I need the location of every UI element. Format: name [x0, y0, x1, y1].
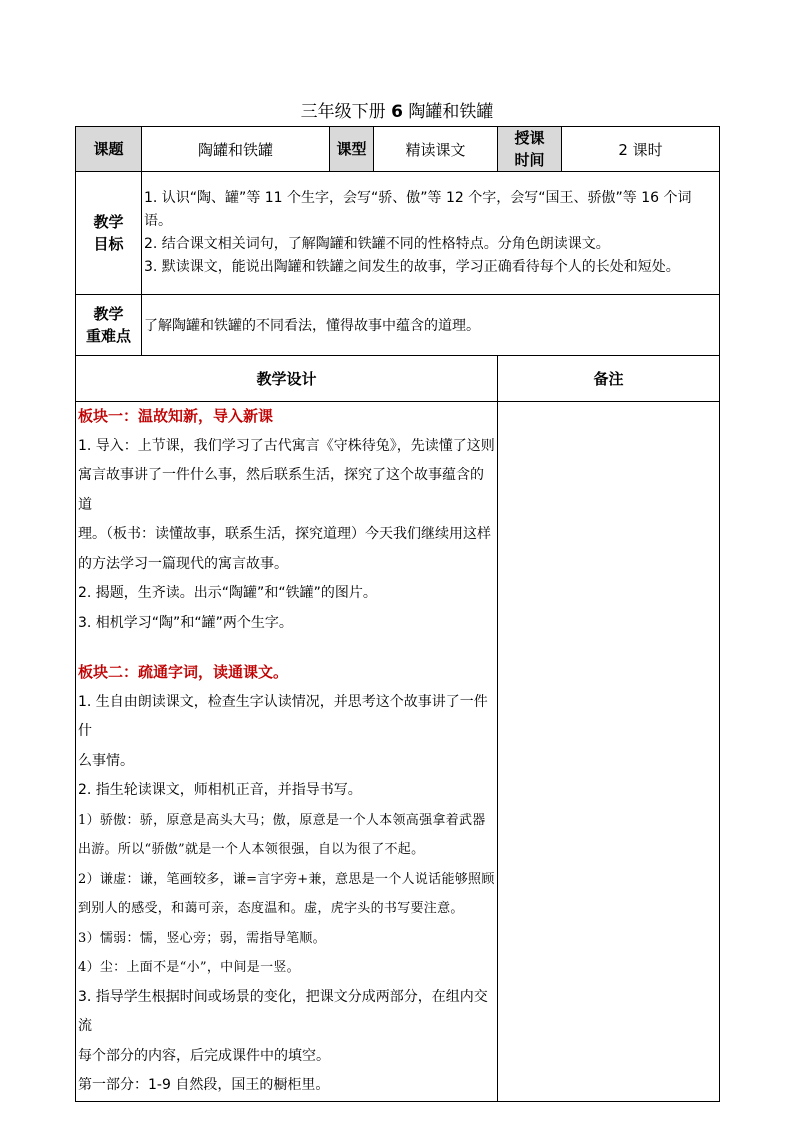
objective-item: 1. 认识“陶、罐”等 11 个生字，会写“骄、傲”等 12 个字，会写“国王、骄傲”等 16 个词语。 — [144, 190, 692, 229]
section-title: 板块二：疏通字词，读通课文。 — [78, 663, 289, 681]
design-line: 么事情。 — [78, 752, 134, 769]
design-line: 理。（板书：读懂故事，联系生活，探究道理）今天我们继续用这样 — [78, 526, 491, 542]
objectives-row — [76, 172, 720, 295]
vocab-line: 1）骄傲：骄，原意是高头大马；傲，原意是一个人本领高强拿着武器 — [78, 812, 486, 828]
hours-label-line1: 授课 — [514, 129, 545, 147]
vocab-line: 到别人的感受，和蔼可亲，态度温和。虚，虎字头的书写要注意。 — [78, 901, 464, 916]
lesson-plan-table — [75, 126, 720, 1102]
key-points-row — [76, 295, 720, 356]
notes-content — [498, 402, 720, 1102]
section-title: 板块一：温故知新，导入新课 — [78, 407, 274, 425]
key-points-label — [76, 295, 142, 356]
objectives-label — [76, 172, 142, 295]
design-line: 2. 揭题，生齐读。出示“陶罐”和“铁罐”的图片。 — [78, 585, 377, 601]
hours-label-line2: 时间 — [514, 151, 545, 169]
objectives-content — [142, 172, 720, 295]
notes-header: 备注 — [498, 356, 720, 402]
key-points-text: 了解陶罐和铁罐的不同看法，懂得故事中蕴含的道理。 — [142, 295, 720, 356]
design-line: 每个部分的内容，后完成课件中的填空。 — [78, 1047, 330, 1064]
objective-item: 2. 结合课文相关词句，了解陶罐和铁罐不同的性格特点。分角色朗读课文。 — [144, 236, 610, 252]
spacer — [78, 638, 495, 658]
type-label: 课型 — [330, 127, 374, 172]
vocab-line: 3）懦弱：懦，竖心旁；弱，需指导笔顺。 — [78, 930, 326, 946]
vocab-line: 出游。所以“骄傲”就是一个人本领很强，自以为很了不起。 — [78, 842, 425, 857]
objectives-label-line2: 目标 — [93, 235, 124, 253]
vocab-line: 4）尘：上面不是“小”，中间是一竖。 — [78, 960, 300, 975]
design-header-row — [76, 356, 720, 402]
key-points-label-line1: 教学 — [93, 305, 124, 323]
topic-label: 课题 — [76, 127, 142, 172]
objectives-label-line1: 教学 — [93, 213, 124, 231]
topic-value: 陶罐和铁罐 — [142, 127, 330, 172]
type-value: 精读课文 — [374, 127, 498, 172]
design-line: 1. 生自由朗读课文，检查生字认读情况，并思考这个故事讲了一件什 — [78, 693, 488, 739]
design-line: 2. 指生轮读课文，师相机正音，并指导书写。 — [78, 782, 362, 798]
design-line: 3. 相机学习“陶”和“罐”两个生字。 — [78, 614, 293, 631]
title-grade: 三年级下册 — [300, 102, 386, 122]
design-line: 1. 导入：上节课，我们学习了古代寓言《守株待兔》，先读懂了这则 — [78, 437, 495, 454]
hours-value: 2 课时 — [562, 127, 720, 172]
title-lesson-number: 6 — [391, 102, 403, 122]
key-points-label-line2: 重难点 — [85, 327, 131, 345]
hours-label — [498, 127, 562, 172]
design-row — [76, 402, 720, 1102]
design-line: 3. 指导学生根据时间或场景的变化，把课文分成两部分，在组内交流 — [78, 988, 488, 1034]
design-content — [76, 402, 498, 1102]
vocab-line: 2）谦虚：谦，笔画较多，谦=言字旁+兼，意思是一个人说话能够照顾 — [78, 871, 495, 887]
design-header: 教学设计 — [76, 356, 498, 402]
design-line: 第一部分：1-9 自然段，国王的橱柜里。 — [78, 1077, 330, 1093]
objective-item: 3. 默读课文，能说出陶罐和铁罐之间发生的故事，学习正确看待每个人的长处和短处。 — [144, 259, 680, 275]
design-line: 的方法学习一篇现代的寓言故事。 — [78, 555, 288, 572]
title-lesson-name: 陶罐和铁罐 — [408, 102, 494, 122]
design-line: 寓言故事讲了一件什么事，然后联系生活，探究了这个故事蕴含的道 — [78, 467, 484, 513]
info-row — [76, 127, 720, 172]
document-title — [0, 101, 794, 123]
